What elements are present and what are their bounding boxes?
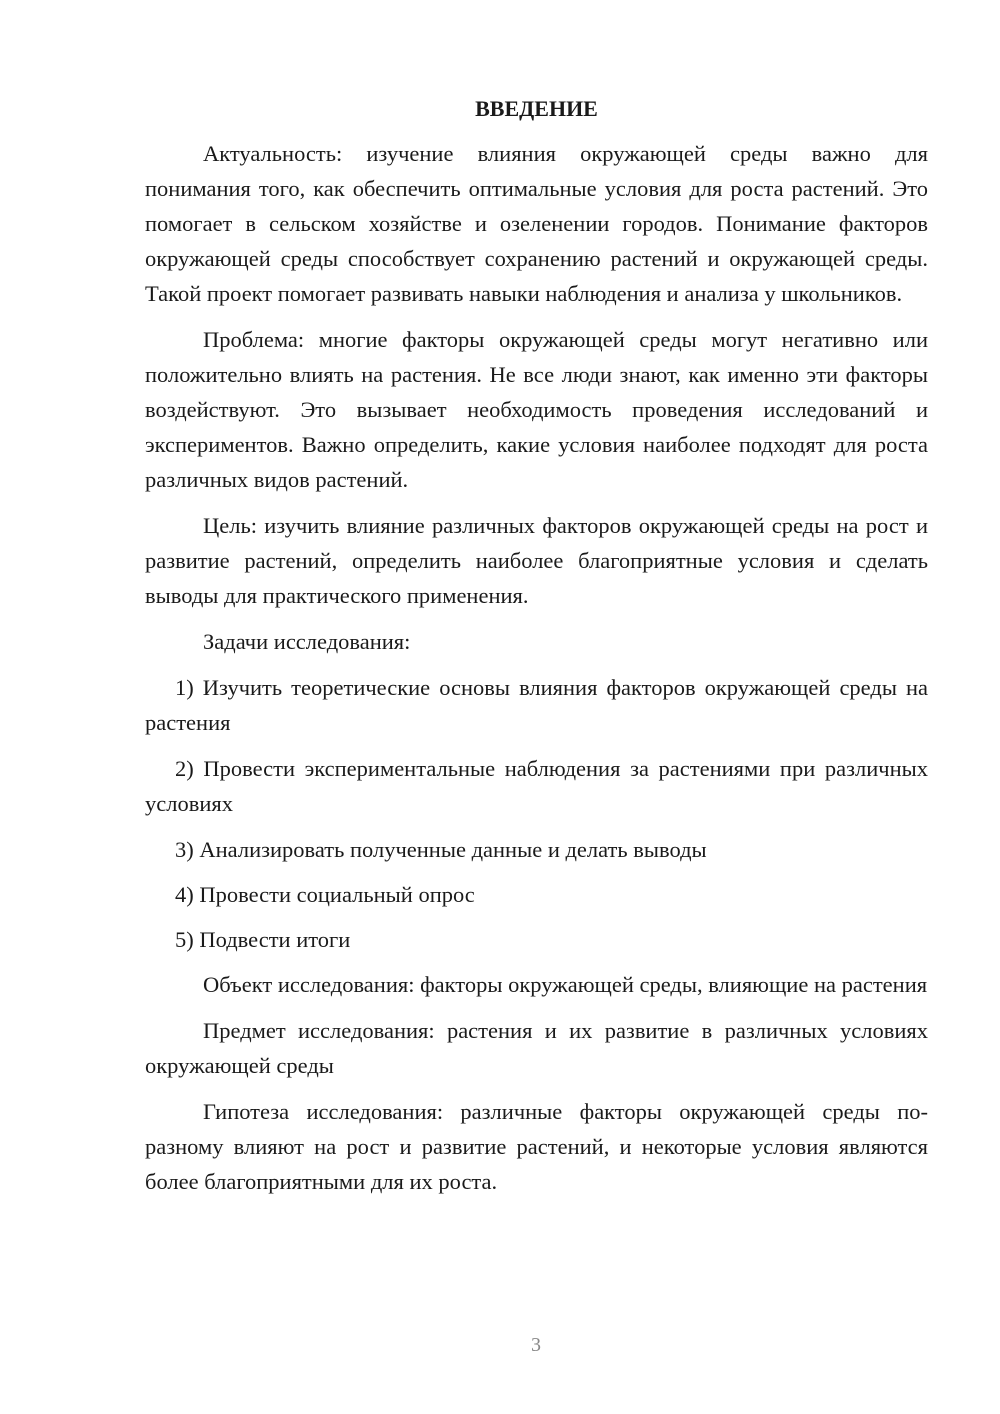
paragraph-subject: Предмет исследования: растения и их развитие в различных условиях окружающей среды	[145, 1018, 928, 1078]
list-item: 5) Подвести итоги	[175, 927, 351, 952]
paragraph-object: Объект исследования: факторы окружающей среды, влияющие на растения	[203, 972, 928, 997]
page-title: ВВЕДЕНИЕ	[475, 96, 598, 121]
paragraph-hypothesis: Гипотеза исследования: различные факторы окружающей среды по-разному влияют на рост и развитие растений, и некоторые условия являются более благоприятными для их роста.	[145, 1099, 928, 1194]
page-number: 3	[531, 1334, 541, 1356]
list-item: 2) Провести экспериментальные наблюдения за растениями при различных условиях	[145, 756, 928, 816]
list-item: 3) Анализировать полученные данные и делать выводы	[175, 837, 707, 862]
paragraph-goal: Цель: изучить влияние различных факторов окружающей среды на рост и развитие растений, определить наиболее благоприятные условия и сделать выводы для практического применения.	[145, 513, 928, 608]
paragraph-problem: Проблема: многие факторы окружающей среды могут негативно или положительно влиять на растения. Не все люди знают, как именно эти факторы воздействуют. Это вызывает необходимость проведения исследований и экспериментов. Важно определить, какие условия наиболее подходят для роста различных видов растений.	[145, 327, 928, 492]
list-item: 1) Изучить теоретические основы влияния факторов окружающей среды на растения	[145, 675, 928, 735]
tasks-heading: Задачи исследования:	[203, 629, 411, 654]
paragraph-relevance: Актуальность: изучение влияния окружающей среды важно для понимания того, как обеспечить оптимальные условия для роста растений. Это помогает в сельском хозяйстве и озеленении городов. Понимание факторов окружающей среды способствует сохранению растений и окружающей среды. Такой проект помогает развивать навыки наблюдения и анализа у школьников.	[145, 141, 928, 306]
page-content	[145, 94, 928, 1210]
list-item: 4) Провести социальный опрос	[175, 882, 475, 907]
